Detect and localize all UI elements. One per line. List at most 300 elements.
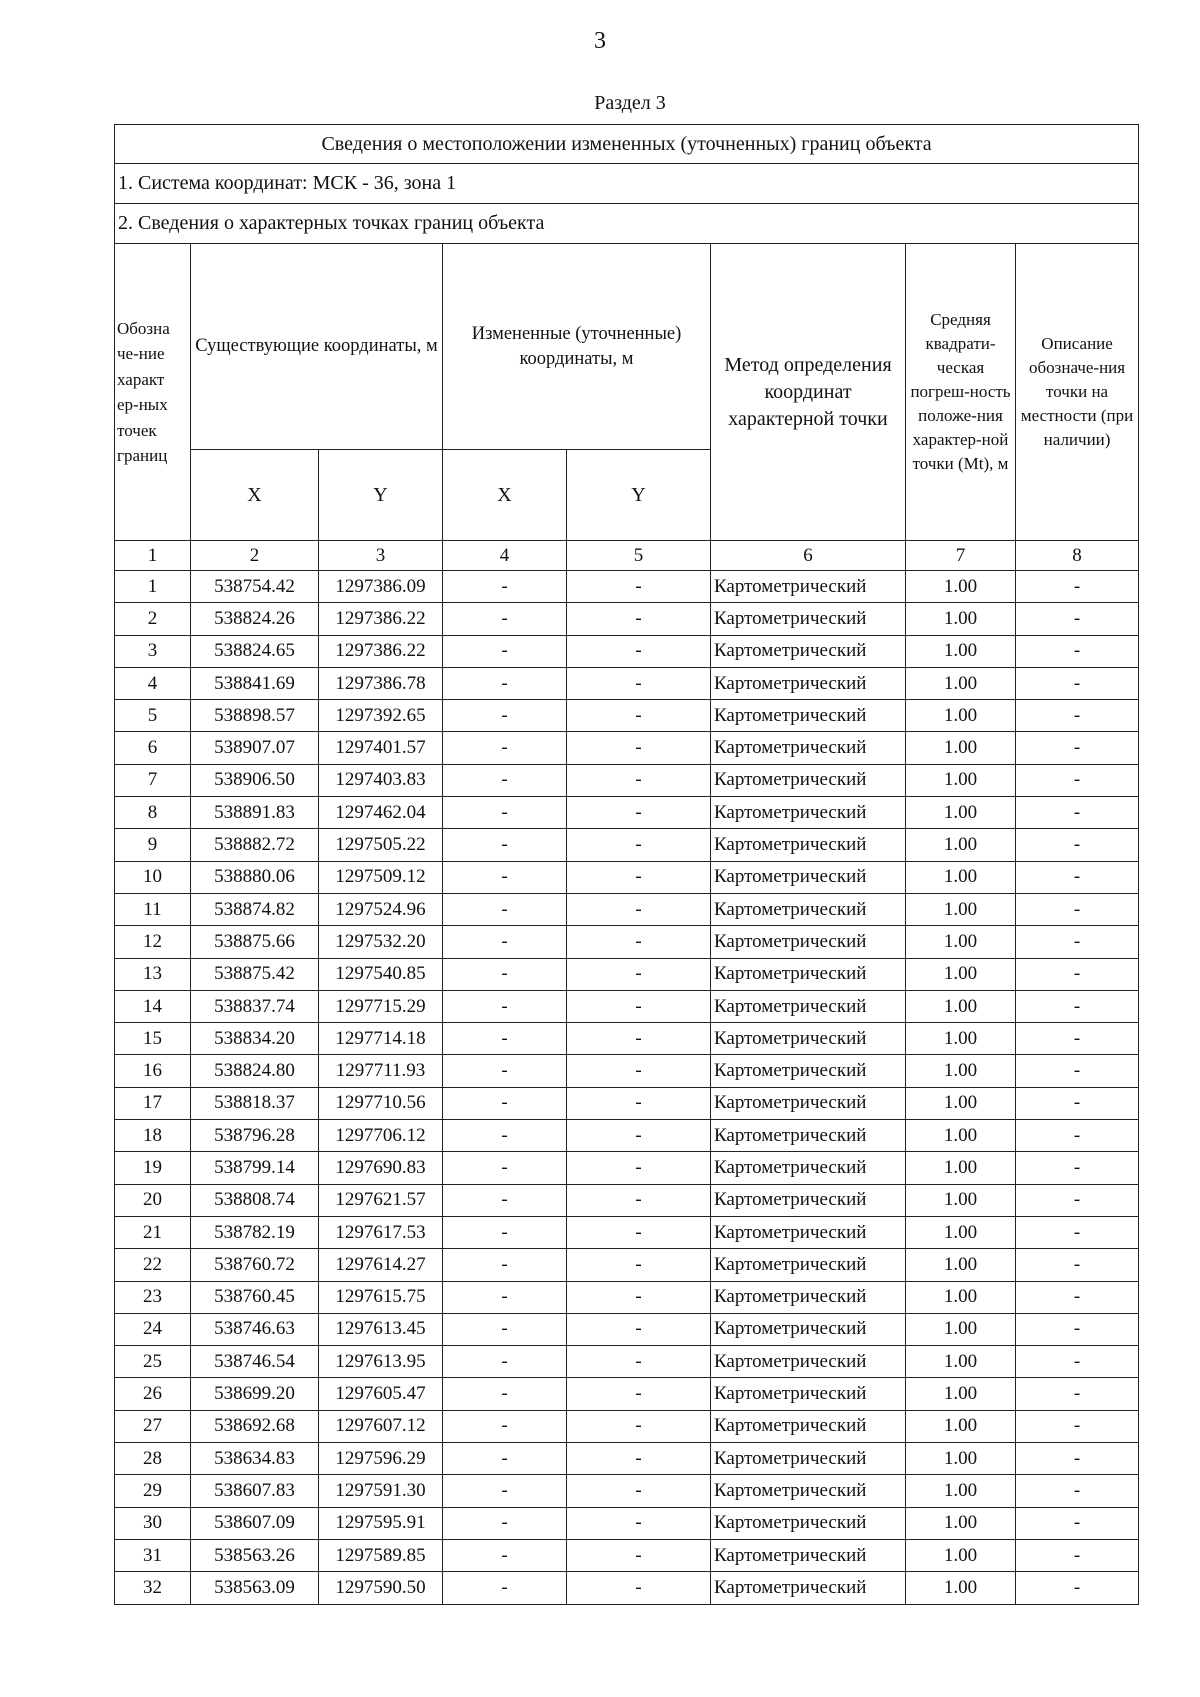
cell-point-number: 4 xyxy=(115,667,191,699)
table-row xyxy=(115,635,1139,667)
points-info-heading: 2. Сведения о характерных точках границ объекта xyxy=(115,204,1139,244)
cell-x-existing: 538782.19 xyxy=(191,1216,319,1248)
cell-point-number: 5 xyxy=(115,700,191,732)
cell-method: Картометрический xyxy=(711,1443,906,1475)
cell-description: - xyxy=(1016,1184,1139,1216)
header-description: Описание обозначе-ния точки на местности (при наличии) xyxy=(1016,244,1139,541)
cell-x-existing: 538563.26 xyxy=(191,1539,319,1571)
cell-y-changed: - xyxy=(567,1281,711,1313)
cell-x-existing: 538818.37 xyxy=(191,1087,319,1119)
cell-x-existing: 538824.65 xyxy=(191,635,319,667)
header-error: Средняя квадрати-ческая погреш-ность положе-ния характер-ной точки (Mt), м xyxy=(906,244,1016,541)
cell-y-existing: 1297614.27 xyxy=(319,1249,443,1281)
cell-y-changed: - xyxy=(567,603,711,635)
table-row xyxy=(115,1507,1139,1539)
cell-description: - xyxy=(1016,1313,1139,1345)
cell-y-existing: 1297706.12 xyxy=(319,1120,443,1152)
cell-x-changed: - xyxy=(443,1055,567,1087)
cell-x-changed: - xyxy=(443,1572,567,1604)
cell-error: 1.00 xyxy=(906,1120,1016,1152)
cell-x-changed: - xyxy=(443,1539,567,1571)
cell-point-number: 3 xyxy=(115,635,191,667)
cell-x-existing: 538874.82 xyxy=(191,893,319,925)
cell-x-existing: 538634.83 xyxy=(191,1443,319,1475)
cell-y-existing: 1297590.50 xyxy=(319,1572,443,1604)
table-row xyxy=(115,732,1139,764)
cell-description: - xyxy=(1016,861,1139,893)
cell-y-changed: - xyxy=(567,1055,711,1087)
cell-point-number: 8 xyxy=(115,797,191,829)
cell-description: - xyxy=(1016,1346,1139,1378)
cell-description: - xyxy=(1016,1443,1139,1475)
cell-error: 1.00 xyxy=(906,603,1016,635)
cell-y-changed: - xyxy=(567,1539,711,1571)
cell-description: - xyxy=(1016,571,1139,603)
cell-y-changed: - xyxy=(567,1572,711,1604)
cell-error: 1.00 xyxy=(906,635,1016,667)
cell-x-changed: - xyxy=(443,667,567,699)
cell-y-changed: - xyxy=(567,1475,711,1507)
column-number-row xyxy=(115,541,1139,571)
cell-point-number: 1 xyxy=(115,571,191,603)
cell-y-changed: - xyxy=(567,1087,711,1119)
cell-y-changed: - xyxy=(567,764,711,796)
cell-x-changed: - xyxy=(443,1443,567,1475)
cell-x-existing: 538607.83 xyxy=(191,1475,319,1507)
cell-method: Картометрический xyxy=(711,1087,906,1119)
table-row xyxy=(115,700,1139,732)
cell-error: 1.00 xyxy=(906,1055,1016,1087)
cell-description: - xyxy=(1016,1120,1139,1152)
cell-description: - xyxy=(1016,958,1139,990)
cell-y-changed: - xyxy=(567,1249,711,1281)
header-x-changed: X xyxy=(443,450,567,541)
cell-method: Картометрический xyxy=(711,1281,906,1313)
cell-y-existing: 1297386.78 xyxy=(319,667,443,699)
cell-error: 1.00 xyxy=(906,893,1016,925)
cell-x-changed: - xyxy=(443,1184,567,1216)
cell-error: 1.00 xyxy=(906,861,1016,893)
cell-error: 1.00 xyxy=(906,1378,1016,1410)
cell-method: Картометрический xyxy=(711,990,906,1022)
column-number: 8 xyxy=(1016,541,1139,571)
cell-method: Картометрический xyxy=(711,1475,906,1507)
cell-method: Картометрический xyxy=(711,1184,906,1216)
cell-y-changed: - xyxy=(567,1507,711,1539)
cell-y-changed: - xyxy=(567,1216,711,1248)
boundary-points-table xyxy=(114,124,1139,1605)
cell-method: Картометрический xyxy=(711,603,906,635)
cell-y-existing: 1297710.56 xyxy=(319,1087,443,1119)
cell-y-changed: - xyxy=(567,667,711,699)
cell-y-changed: - xyxy=(567,1313,711,1345)
cell-method: Картометрический xyxy=(711,1249,906,1281)
cell-description: - xyxy=(1016,1023,1139,1055)
cell-description: - xyxy=(1016,603,1139,635)
cell-point-number: 19 xyxy=(115,1152,191,1184)
cell-error: 1.00 xyxy=(906,732,1016,764)
cell-y-changed: - xyxy=(567,571,711,603)
cell-x-existing: 538746.54 xyxy=(191,1346,319,1378)
cell-description: - xyxy=(1016,1410,1139,1442)
cell-y-changed: - xyxy=(567,990,711,1022)
column-number: 5 xyxy=(567,541,711,571)
cell-x-existing: 538880.06 xyxy=(191,861,319,893)
page-number: 3 xyxy=(594,28,606,54)
cell-x-existing: 538824.26 xyxy=(191,603,319,635)
cell-description: - xyxy=(1016,926,1139,958)
cell-method: Картометрический xyxy=(711,1507,906,1539)
cell-method: Картометрический xyxy=(711,1120,906,1152)
cell-method: Картометрический xyxy=(711,1572,906,1604)
cell-y-existing: 1297711.93 xyxy=(319,1055,443,1087)
table-row xyxy=(115,1055,1139,1087)
cell-error: 1.00 xyxy=(906,764,1016,796)
cell-x-changed: - xyxy=(443,1313,567,1345)
cell-point-number: 2 xyxy=(115,603,191,635)
table-row xyxy=(115,893,1139,925)
cell-point-number: 24 xyxy=(115,1313,191,1345)
cell-point-number: 16 xyxy=(115,1055,191,1087)
table-row xyxy=(115,764,1139,796)
cell-x-existing: 538837.74 xyxy=(191,990,319,1022)
cell-x-changed: - xyxy=(443,1216,567,1248)
cell-description: - xyxy=(1016,1507,1139,1539)
cell-x-existing: 538754.42 xyxy=(191,571,319,603)
cell-x-existing: 538746.63 xyxy=(191,1313,319,1345)
cell-description: - xyxy=(1016,700,1139,732)
cell-y-existing: 1297401.57 xyxy=(319,732,443,764)
cell-method: Картометрический xyxy=(711,958,906,990)
cell-x-changed: - xyxy=(443,1378,567,1410)
cell-y-changed: - xyxy=(567,635,711,667)
cell-y-existing: 1297605.47 xyxy=(319,1378,443,1410)
cell-error: 1.00 xyxy=(906,1281,1016,1313)
cell-y-changed: - xyxy=(567,958,711,990)
cell-x-changed: - xyxy=(443,1410,567,1442)
cell-point-number: 20 xyxy=(115,1184,191,1216)
cell-y-changed: - xyxy=(567,861,711,893)
cell-x-existing: 538824.80 xyxy=(191,1055,319,1087)
cell-point-number: 27 xyxy=(115,1410,191,1442)
cell-y-existing: 1297392.65 xyxy=(319,700,443,732)
header-changed-coords: Измененные (уточненные) координаты, м xyxy=(443,244,711,450)
cell-description: - xyxy=(1016,829,1139,861)
cell-y-changed: - xyxy=(567,797,711,829)
cell-description: - xyxy=(1016,990,1139,1022)
cell-point-number: 25 xyxy=(115,1346,191,1378)
cell-error: 1.00 xyxy=(906,1313,1016,1345)
cell-y-changed: - xyxy=(567,1023,711,1055)
column-number: 2 xyxy=(191,541,319,571)
cell-description: - xyxy=(1016,797,1139,829)
header-y-existing: Y xyxy=(319,450,443,541)
cell-y-changed: - xyxy=(567,1443,711,1475)
cell-x-changed: - xyxy=(443,1507,567,1539)
cell-description: - xyxy=(1016,1087,1139,1119)
cell-method: Картометрический xyxy=(711,1055,906,1087)
cell-description: - xyxy=(1016,1475,1139,1507)
section-label: Раздел 3 xyxy=(594,92,666,114)
table-row xyxy=(115,1572,1139,1604)
cell-description: - xyxy=(1016,1281,1139,1313)
cell-y-existing: 1297617.53 xyxy=(319,1216,443,1248)
cell-error: 1.00 xyxy=(906,1023,1016,1055)
cell-x-changed: - xyxy=(443,1249,567,1281)
table-row xyxy=(115,667,1139,699)
cell-x-existing: 538907.07 xyxy=(191,732,319,764)
table-row xyxy=(115,990,1139,1022)
cell-y-existing: 1297505.22 xyxy=(319,829,443,861)
cell-method: Картометрический xyxy=(711,926,906,958)
cell-y-changed: - xyxy=(567,926,711,958)
cell-x-existing: 538841.69 xyxy=(191,667,319,699)
cell-point-number: 6 xyxy=(115,732,191,764)
cell-y-existing: 1297690.83 xyxy=(319,1152,443,1184)
cell-x-changed: - xyxy=(443,926,567,958)
cell-description: - xyxy=(1016,667,1139,699)
cell-description: - xyxy=(1016,1378,1139,1410)
cell-point-number: 18 xyxy=(115,1120,191,1152)
cell-error: 1.00 xyxy=(906,958,1016,990)
cell-error: 1.00 xyxy=(906,1087,1016,1119)
cell-description: - xyxy=(1016,1539,1139,1571)
cell-x-existing: 538891.83 xyxy=(191,797,319,829)
cell-x-existing: 538607.09 xyxy=(191,1507,319,1539)
cell-method: Картометрический xyxy=(711,667,906,699)
table-row xyxy=(115,797,1139,829)
cell-y-changed: - xyxy=(567,732,711,764)
cell-y-existing: 1297715.29 xyxy=(319,990,443,1022)
cell-y-existing: 1297540.85 xyxy=(319,958,443,990)
cell-description: - xyxy=(1016,1249,1139,1281)
table-row xyxy=(115,1249,1139,1281)
cell-point-number: 11 xyxy=(115,893,191,925)
cell-y-existing: 1297403.83 xyxy=(319,764,443,796)
cell-point-number: 21 xyxy=(115,1216,191,1248)
cell-point-number: 12 xyxy=(115,926,191,958)
cell-method: Картометрический xyxy=(711,1378,906,1410)
cell-point-number: 10 xyxy=(115,861,191,893)
cell-point-number: 17 xyxy=(115,1087,191,1119)
cell-description: - xyxy=(1016,764,1139,796)
cell-method: Картометрический xyxy=(711,1152,906,1184)
cell-point-number: 9 xyxy=(115,829,191,861)
cell-y-changed: - xyxy=(567,1120,711,1152)
cell-description: - xyxy=(1016,732,1139,764)
column-number: 6 xyxy=(711,541,906,571)
cell-point-number: 30 xyxy=(115,1507,191,1539)
cell-point-number: 22 xyxy=(115,1249,191,1281)
column-number: 7 xyxy=(906,541,1016,571)
cell-y-changed: - xyxy=(567,829,711,861)
cell-error: 1.00 xyxy=(906,926,1016,958)
cell-y-changed: - xyxy=(567,893,711,925)
cell-error: 1.00 xyxy=(906,1184,1016,1216)
cell-y-existing: 1297607.12 xyxy=(319,1410,443,1442)
cell-error: 1.00 xyxy=(906,667,1016,699)
cell-point-number: 26 xyxy=(115,1378,191,1410)
cell-y-existing: 1297714.18 xyxy=(319,1023,443,1055)
cell-description: - xyxy=(1016,1055,1139,1087)
cell-error: 1.00 xyxy=(906,571,1016,603)
cell-x-changed: - xyxy=(443,861,567,893)
cell-y-changed: - xyxy=(567,700,711,732)
column-number: 4 xyxy=(443,541,567,571)
cell-method: Картометрический xyxy=(711,829,906,861)
cell-description: - xyxy=(1016,635,1139,667)
cell-y-existing: 1297596.29 xyxy=(319,1443,443,1475)
table-row xyxy=(115,1281,1139,1313)
cell-y-existing: 1297386.22 xyxy=(319,603,443,635)
table-row xyxy=(115,1539,1139,1571)
cell-y-existing: 1297509.12 xyxy=(319,861,443,893)
cell-x-existing: 538834.20 xyxy=(191,1023,319,1055)
cell-x-changed: - xyxy=(443,1120,567,1152)
cell-point-number: 31 xyxy=(115,1539,191,1571)
cell-y-existing: 1297613.45 xyxy=(319,1313,443,1345)
cell-x-existing: 538796.28 xyxy=(191,1120,319,1152)
cell-error: 1.00 xyxy=(906,990,1016,1022)
cell-x-existing: 538808.74 xyxy=(191,1184,319,1216)
cell-description: - xyxy=(1016,1216,1139,1248)
cell-x-existing: 538898.57 xyxy=(191,700,319,732)
cell-error: 1.00 xyxy=(906,829,1016,861)
table-row xyxy=(115,603,1139,635)
cell-y-existing: 1297386.22 xyxy=(319,635,443,667)
cell-error: 1.00 xyxy=(906,1152,1016,1184)
cell-point-number: 29 xyxy=(115,1475,191,1507)
cell-point-number: 7 xyxy=(115,764,191,796)
cell-x-existing: 538563.09 xyxy=(191,1572,319,1604)
table-row xyxy=(115,926,1139,958)
cell-description: - xyxy=(1016,1572,1139,1604)
cell-x-existing: 538875.66 xyxy=(191,926,319,958)
cell-x-changed: - xyxy=(443,764,567,796)
cell-y-existing: 1297386.09 xyxy=(319,571,443,603)
cell-x-existing: 538692.68 xyxy=(191,1410,319,1442)
cell-y-changed: - xyxy=(567,1152,711,1184)
table-row xyxy=(115,1120,1139,1152)
table-row xyxy=(115,1313,1139,1345)
table-row xyxy=(115,1378,1139,1410)
cell-error: 1.00 xyxy=(906,1443,1016,1475)
cell-x-changed: - xyxy=(443,1475,567,1507)
cell-x-existing: 538906.50 xyxy=(191,764,319,796)
cell-y-changed: - xyxy=(567,1346,711,1378)
table-row xyxy=(115,1152,1139,1184)
table-row xyxy=(115,1443,1139,1475)
cell-method: Картометрический xyxy=(711,1346,906,1378)
cell-method: Картометрический xyxy=(711,732,906,764)
table-row xyxy=(115,1023,1139,1055)
cell-error: 1.00 xyxy=(906,1507,1016,1539)
cell-error: 1.00 xyxy=(906,1410,1016,1442)
table-row xyxy=(115,1087,1139,1119)
cell-method: Картометрический xyxy=(711,893,906,925)
cell-y-existing: 1297621.57 xyxy=(319,1184,443,1216)
cell-x-changed: - xyxy=(443,603,567,635)
cell-method: Картометрический xyxy=(711,1023,906,1055)
header-method: Метод определения координат характерной точки xyxy=(711,244,906,541)
header-y-changed: Y xyxy=(567,450,711,541)
cell-description: - xyxy=(1016,1152,1139,1184)
cell-y-changed: - xyxy=(567,1184,711,1216)
cell-x-changed: - xyxy=(443,829,567,861)
cell-x-changed: - xyxy=(443,1346,567,1378)
table-row xyxy=(115,861,1139,893)
table-title: Сведения о местоположении измененных (уточненных) границ объекта xyxy=(115,125,1139,164)
cell-y-existing: 1297615.75 xyxy=(319,1281,443,1313)
cell-y-existing: 1297462.04 xyxy=(319,797,443,829)
cell-error: 1.00 xyxy=(906,1572,1016,1604)
cell-y-existing: 1297595.91 xyxy=(319,1507,443,1539)
cell-x-changed: - xyxy=(443,1023,567,1055)
cell-y-existing: 1297532.20 xyxy=(319,926,443,958)
cell-x-changed: - xyxy=(443,1087,567,1119)
cell-error: 1.00 xyxy=(906,797,1016,829)
cell-x-changed: - xyxy=(443,893,567,925)
cell-x-existing: 538882.72 xyxy=(191,829,319,861)
column-number: 3 xyxy=(319,541,443,571)
cell-error: 1.00 xyxy=(906,700,1016,732)
cell-point-number: 32 xyxy=(115,1572,191,1604)
cell-x-changed: - xyxy=(443,958,567,990)
cell-error: 1.00 xyxy=(906,1539,1016,1571)
cell-point-number: 28 xyxy=(115,1443,191,1475)
cell-x-existing: 538760.45 xyxy=(191,1281,319,1313)
table-row xyxy=(115,1216,1139,1248)
table-row xyxy=(115,1184,1139,1216)
cell-error: 1.00 xyxy=(906,1346,1016,1378)
table-row xyxy=(115,829,1139,861)
cell-method: Картометрический xyxy=(711,1539,906,1571)
cell-x-existing: 538699.20 xyxy=(191,1378,319,1410)
cell-error: 1.00 xyxy=(906,1216,1016,1248)
cell-method: Картометрический xyxy=(711,861,906,893)
cell-x-changed: - xyxy=(443,571,567,603)
coordinate-system: 1. Система координат: МСК - 36, зона 1 xyxy=(115,164,1139,204)
cell-x-changed: - xyxy=(443,635,567,667)
cell-y-changed: - xyxy=(567,1378,711,1410)
cell-error: 1.00 xyxy=(906,1249,1016,1281)
cell-y-existing: 1297613.95 xyxy=(319,1346,443,1378)
cell-x-changed: - xyxy=(443,797,567,829)
table-row xyxy=(115,1475,1139,1507)
cell-point-number: 14 xyxy=(115,990,191,1022)
cell-method: Картометрический xyxy=(711,1313,906,1345)
cell-method: Картометрический xyxy=(711,571,906,603)
cell-method: Картометрический xyxy=(711,700,906,732)
cell-x-changed: - xyxy=(443,1281,567,1313)
column-number: 1 xyxy=(115,541,191,571)
cell-x-changed: - xyxy=(443,1152,567,1184)
cell-point-number: 13 xyxy=(115,958,191,990)
header-point-designation: Обозна че-ние характ ер-ных точек границ xyxy=(115,244,191,541)
table-row xyxy=(115,1410,1139,1442)
cell-y-existing: 1297524.96 xyxy=(319,893,443,925)
cell-method: Картометрический xyxy=(711,1410,906,1442)
cell-x-changed: - xyxy=(443,990,567,1022)
cell-y-existing: 1297589.85 xyxy=(319,1539,443,1571)
cell-x-changed: - xyxy=(443,732,567,764)
table-row xyxy=(115,1346,1139,1378)
cell-y-existing: 1297591.30 xyxy=(319,1475,443,1507)
table-row xyxy=(115,571,1139,603)
cell-point-number: 15 xyxy=(115,1023,191,1055)
table-row xyxy=(115,958,1139,990)
cell-y-changed: - xyxy=(567,1410,711,1442)
